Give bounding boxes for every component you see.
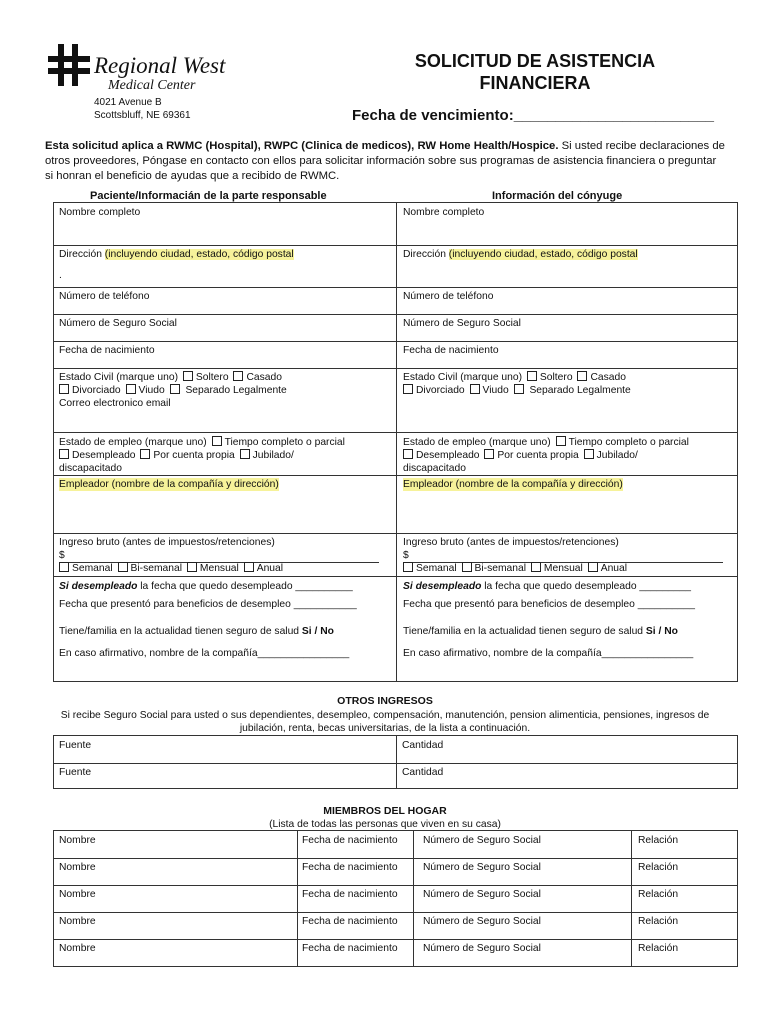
applicant-table <box>53 202 738 682</box>
spouse-address-label: Dirección <box>403 249 446 260</box>
patient-insurance-yn: Si / No <box>301 626 334 637</box>
member-name-field[interactable]: Nombre <box>59 916 96 927</box>
patient-selfemployed-checkbox[interactable] <box>140 449 150 459</box>
spouse-single-checkbox[interactable] <box>527 371 537 381</box>
patient-income-label: Ingreso bruto (antes de impuestos/retenciones) <box>59 537 275 548</box>
spouse-separated-checkbox[interactable] <box>514 384 524 394</box>
spouse-married-label: Casado <box>590 372 626 383</box>
intro-paragraph <box>45 139 725 184</box>
member-ssn-field[interactable]: Número de Seguro Social <box>423 862 541 873</box>
logo-subtext: Medical Center <box>108 78 196 93</box>
patient-unemployed-checkbox[interactable] <box>59 449 69 459</box>
spouse-divorced-label: Divorciado <box>416 385 465 396</box>
spouse-biweekly-label: Bi-semanal <box>474 563 527 574</box>
patient-name-field[interactable]: Nombre completo <box>59 207 141 218</box>
spouse-annual-label: Anual <box>600 563 628 574</box>
patient-unemployed-label: Desempleado <box>72 450 136 461</box>
spouse-insurance-field[interactable] <box>403 625 678 638</box>
patient-divorced-label: Divorciado <box>72 385 121 396</box>
spouse-fulltime-checkbox[interactable] <box>556 436 566 446</box>
spouse-employment-label: Estado de empleo (marque uno) <box>403 437 551 448</box>
patient-dob-field[interactable]: Fecha de nacimiento <box>59 345 155 356</box>
patient-single-checkbox[interactable] <box>183 371 193 381</box>
household-table <box>53 830 738 967</box>
address-line-2: Scottsbluff, NE 69361 <box>94 110 191 121</box>
address-line-1: 4021 Avenue B <box>94 97 162 108</box>
patient-monthly-label: Mensual <box>199 563 239 574</box>
member-dob-field[interactable]: Fecha de nacimiento <box>302 862 398 873</box>
member-relation-field[interactable]: Relación <box>638 862 679 873</box>
patient-employment-row2 <box>57 449 294 462</box>
spouse-biweekly-checkbox[interactable] <box>462 562 472 572</box>
patient-unemployed-text: la fecha que quedo desempleado __________ <box>137 581 353 592</box>
patient-employment-label: Estado de empleo (marque uno) <box>59 437 207 448</box>
patient-weekly-checkbox[interactable] <box>59 562 69 572</box>
spouse-heading: Información del cónyuge <box>492 190 623 202</box>
patient-fulltime-label: Tiempo completo o parcial <box>224 437 345 448</box>
spouse-address-hint: (incluyendo ciudad, estado, código postal <box>448 249 638 260</box>
spouse-single-label: Soltero <box>539 372 573 383</box>
member-name-field[interactable]: Nombre <box>59 943 96 954</box>
spouse-employment-row2 <box>401 449 638 462</box>
income-source-field[interactable]: Fuente <box>59 740 92 751</box>
income-source-field[interactable]: Fuente <box>59 767 92 778</box>
member-dob-field[interactable]: Fecha de nacimiento <box>302 835 398 846</box>
patient-employment-row1 <box>59 436 345 449</box>
spouse-marital-label: Estado Civil (marque uno) <box>403 372 523 383</box>
spouse-selfemployed-checkbox[interactable] <box>484 449 494 459</box>
spouse-unemployed-text: la fecha que quedo desempleado _________ <box>481 581 691 592</box>
intro-text: Si usted recibe declaraciones de otros proveedores, Póngase en contacto con ellos para solicitar información sobre sus programas de asistencia financiera o preguntar si honran el beneficio de ayudas que a recibido de RWMC. <box>45 140 725 182</box>
member-relation-field[interactable]: Relación <box>638 889 679 900</box>
patient-marital-row2 <box>57 384 287 397</box>
patient-frequency-row <box>57 562 283 575</box>
spouse-unemployed-label: Desempleado <box>416 450 480 461</box>
spouse-phone-field[interactable]: Número de teléfono <box>403 291 494 302</box>
member-ssn-field[interactable]: Número de Seguro Social <box>423 943 541 954</box>
patient-biweekly-checkbox[interactable] <box>118 562 128 572</box>
patient-biweekly-label: Bi-semanal <box>130 563 183 574</box>
other-income-title: OTROS INGRESOS <box>337 695 433 707</box>
member-name-field[interactable]: Nombre <box>59 862 96 873</box>
spouse-weekly-label: Semanal <box>416 563 457 574</box>
patient-single-label: Soltero <box>195 372 229 383</box>
spouse-fulltime-label: Tiempo completo o parcial <box>568 437 689 448</box>
spouse-married-checkbox[interactable] <box>577 371 587 381</box>
spouse-monthly-checkbox[interactable] <box>531 562 541 572</box>
logo-cross-icon <box>48 44 90 86</box>
patient-address-field[interactable] <box>59 248 294 261</box>
spouse-separated-label: Separado Legalmente <box>529 385 631 396</box>
spouse-ssn-field[interactable]: Número de Seguro Social <box>403 318 521 329</box>
intro-bold: Esta solicitud aplica a RWMC (Hospital), RWPC (Clinica de medicos), RW Home Health/Hospice. <box>45 140 559 152</box>
patient-retired-label: Jubilado/ <box>252 450 294 461</box>
spouse-retired-label: Jubilado/ <box>596 450 638 461</box>
member-dob-field[interactable]: Fecha de nacimiento <box>302 943 398 954</box>
patient-benefits-date-field[interactable]: Fecha que presentó para beneficios de desempleo ___________ <box>59 599 357 610</box>
spouse-employment-row1 <box>403 436 689 449</box>
patient-marital-label: Estado Civil (marque uno) <box>59 372 179 383</box>
patient-widowed-label: Viudo <box>138 385 165 396</box>
spouse-marital-row1 <box>403 371 626 384</box>
member-relation-field[interactable]: Relación <box>638 835 679 846</box>
spouse-unemployed-bold: Si desempleado <box>403 581 482 592</box>
spouse-income-label: Ingreso bruto (antes de impuestos/retenciones) <box>403 537 619 548</box>
patient-company-field[interactable]: En caso afirmativo, nombre de la compañía________________ <box>59 648 350 659</box>
patient-employer-field[interactable]: Empleador (nombre de la compañía y dirección) <box>59 479 279 490</box>
logo-text: Regional West <box>94 53 226 78</box>
patient-income-input[interactable] <box>59 549 379 563</box>
spouse-employer-field[interactable]: Empleador (nombre de la compañía y dirección) <box>403 479 623 490</box>
member-dob-field[interactable]: Fecha de nacimiento <box>302 916 398 927</box>
page-title <box>380 50 690 94</box>
patient-retired-checkbox[interactable] <box>240 449 250 459</box>
patient-fulltime-checkbox[interactable] <box>212 436 222 446</box>
member-dob-field[interactable]: Fecha de nacimiento <box>302 889 398 900</box>
other-income-table <box>53 735 738 789</box>
patient-separated-label: Separado Legalmente <box>185 385 287 396</box>
spouse-disabled-label: discapacitado <box>403 463 466 474</box>
spouse-company-field[interactable]: En caso afirmativo, nombre de la compañía________________ <box>403 648 694 659</box>
title-line-1: SOLICITUD DE ASISTENCIA <box>414 51 656 71</box>
spouse-widowed-label: Viudo <box>482 385 509 396</box>
spouse-frequency-row <box>401 562 627 575</box>
patient-heading: Paciente/Informacián de la parte responsable <box>90 190 327 202</box>
patient-unemployed-date-field[interactable] <box>59 580 353 593</box>
patient-annual-checkbox[interactable] <box>244 562 254 572</box>
spouse-insurance-text: Tiene/familia en la actualidad tienen seguro de salud <box>403 626 646 637</box>
spouse-weekly-checkbox[interactable] <box>403 562 413 572</box>
patient-disabled-label: discapacitado <box>59 463 122 474</box>
spouse-divorced-checkbox[interactable] <box>403 384 413 394</box>
spouse-address-field[interactable] <box>403 248 638 261</box>
patient-dollar-sign: $ <box>59 550 65 561</box>
due-date-field[interactable]: Fecha de vencimiento:________________________ <box>352 107 714 124</box>
title-line-2: FINANCIERA <box>479 73 591 93</box>
other-income-subtitle: Si recibe Seguro Social para usted o sus dependientes, desempleo, compensación, manutención, pension alimenticia, pensiones, ingresos de jubilación, renta, becas universitarias, de la lista a continuación. <box>60 710 710 734</box>
spouse-dollar-sign: $ <box>403 550 409 561</box>
spouse-retired-checkbox[interactable] <box>584 449 594 459</box>
member-relation-field[interactable]: Relación <box>638 943 679 954</box>
patient-weekly-label: Semanal <box>72 563 113 574</box>
spouse-annual-checkbox[interactable] <box>588 562 598 572</box>
income-amount-field[interactable]: Cantidad <box>402 740 444 751</box>
spouse-selfemployed-label: Por cuenta propia <box>497 450 579 461</box>
email-field[interactable]: Correo electronico email <box>59 398 171 409</box>
patient-selfemployed-label: Por cuenta propia <box>153 450 235 461</box>
household-subtitle: (Lista de todas las personas que viven en su casa) <box>269 819 501 830</box>
patient-widowed-checkbox[interactable] <box>126 384 136 394</box>
spouse-unemployed-checkbox[interactable] <box>403 449 413 459</box>
spouse-marital-row2 <box>401 384 631 397</box>
spouse-widowed-checkbox[interactable] <box>470 384 480 394</box>
patient-married-label: Casado <box>246 372 282 383</box>
patient-address-dot: . <box>59 270 62 281</box>
spouse-unemployed-date-field[interactable] <box>403 580 691 593</box>
member-relation-field[interactable]: Relación <box>638 916 679 927</box>
patient-address-label: Dirección <box>59 249 102 260</box>
member-name-field[interactable]: Nombre <box>59 835 96 846</box>
patient-divorced-checkbox[interactable] <box>59 384 69 394</box>
income-amount-field[interactable]: Cantidad <box>402 767 444 778</box>
patient-ssn-field[interactable]: Número de Seguro Social <box>59 318 177 329</box>
spouse-benefits-date-field[interactable]: Fecha que presentó para beneficios de desempleo __________ <box>403 599 695 610</box>
patient-unemployed-bold: Si desempleado <box>59 581 138 592</box>
spouse-monthly-label: Mensual <box>543 563 583 574</box>
patient-insurance-field[interactable] <box>59 625 334 638</box>
patient-annual-label: Anual <box>256 563 284 574</box>
patient-monthly-checkbox[interactable] <box>187 562 197 572</box>
patient-phone-field[interactable]: Número de teléfono <box>59 291 150 302</box>
member-ssn-field[interactable]: Número de Seguro Social <box>423 835 541 846</box>
patient-address-hint: (incluyendo ciudad, estado, código postal <box>104 249 294 260</box>
spouse-name-field[interactable]: Nombre completo <box>403 207 485 218</box>
spouse-dob-field[interactable]: Fecha de nacimiento <box>403 345 499 356</box>
member-ssn-field[interactable]: Número de Seguro Social <box>423 916 541 927</box>
member-ssn-field[interactable]: Número de Seguro Social <box>423 889 541 900</box>
patient-insurance-text: Tiene/familia en la actualidad tienen seguro de salud <box>59 626 302 637</box>
patient-married-checkbox[interactable] <box>233 371 243 381</box>
spouse-insurance-yn: Si / No <box>645 626 678 637</box>
spouse-income-input[interactable] <box>403 549 723 563</box>
member-name-field[interactable]: Nombre <box>59 889 96 900</box>
patient-separated-checkbox[interactable] <box>170 384 180 394</box>
household-title: MIEMBROS DEL HOGAR <box>323 805 447 817</box>
patient-marital-row1 <box>59 371 282 384</box>
